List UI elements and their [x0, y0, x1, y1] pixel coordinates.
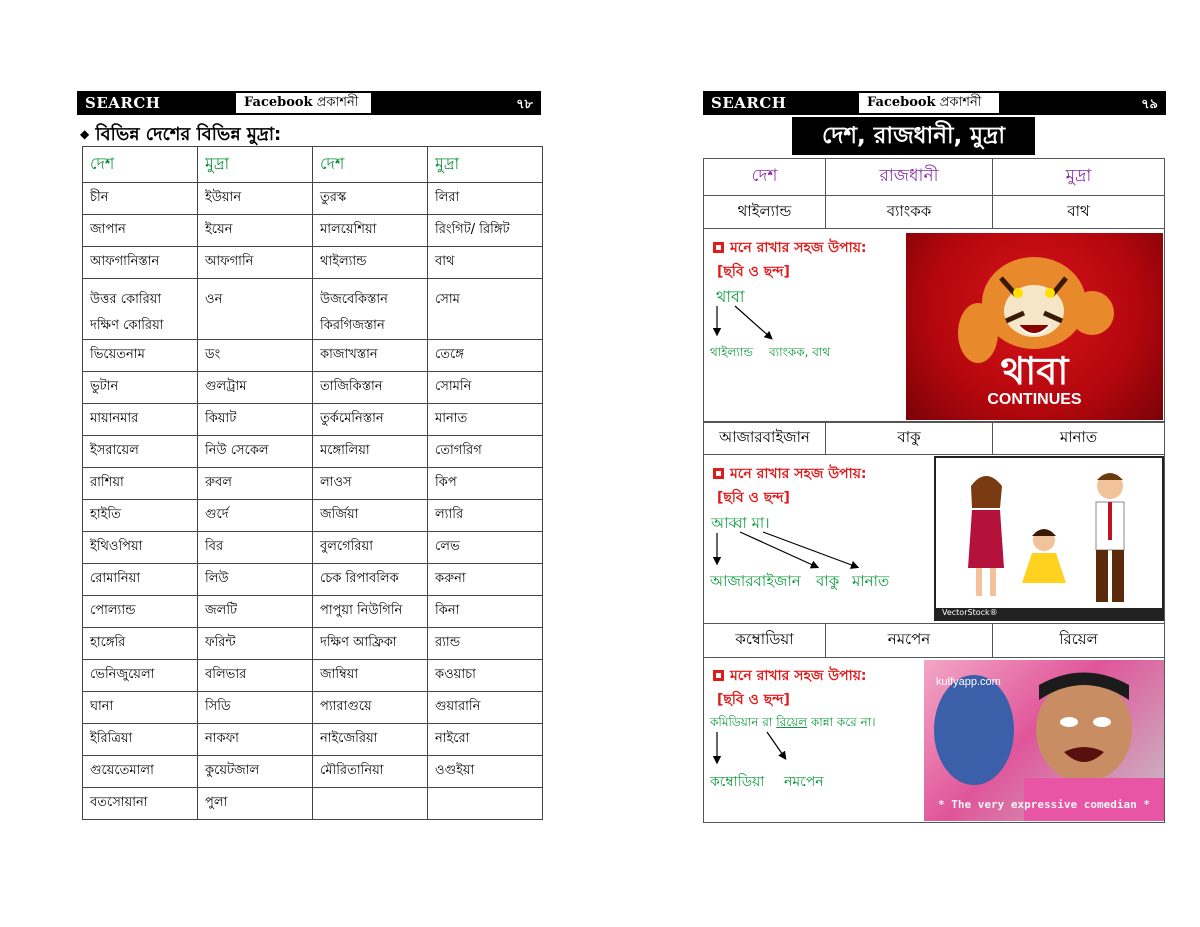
cell-text: বতসোয়ানা: [90, 795, 148, 810]
cell-text: ফরিন্ট: [205, 635, 236, 650]
cell-text: ইসরায়েল: [90, 443, 139, 458]
table-row: [83, 500, 543, 532]
cell-text: কিনা: [435, 603, 460, 618]
cell-text: সিডি: [205, 699, 231, 714]
cell-text: জাম্বিয়া: [320, 667, 359, 682]
cell-text: আফগানি: [205, 254, 254, 269]
cell-text: মৌরিতানিয়া: [320, 763, 384, 778]
cell-text: কিপ: [435, 475, 457, 490]
mnemonic-3c: কান্না করে না।: [810, 715, 876, 729]
cell-text: নাকফা: [205, 731, 239, 746]
table-row: [83, 404, 543, 436]
table-cell: [313, 628, 428, 660]
comedian-image: [924, 660, 1164, 821]
table-cell: [428, 532, 543, 564]
table-cell: [428, 279, 543, 340]
col-header-country: দেশ: [704, 159, 826, 195]
publisher-en: Facebook: [244, 95, 313, 110]
cell-text: বলিভার: [205, 667, 247, 682]
publisher-box: [858, 92, 1000, 114]
table-cell: [428, 183, 543, 215]
cell-text: দক্ষিণ আফ্রিকা: [320, 635, 397, 650]
tiger-image-sub: CONTINUES: [987, 391, 1082, 408]
table-cell: [428, 247, 543, 279]
capital-cell: নমপেন: [826, 624, 993, 657]
cell-text: ওন: [205, 292, 223, 307]
table-cell: [83, 183, 198, 215]
page-title: দেশ, রাজধানী, মুদ্রা: [792, 117, 1035, 155]
table-cell: [83, 279, 198, 340]
result-3b: নমপেন: [784, 774, 824, 790]
table-row: [83, 756, 543, 788]
col-header-capital: রাজধানী: [826, 159, 993, 195]
family-icon: [936, 458, 1164, 621]
table-row: [83, 628, 543, 660]
cell-text: চেক রিপাবলিক: [320, 571, 399, 586]
table-cell: [313, 564, 428, 596]
search-label: SEARCH: [711, 94, 787, 112]
right-header: [703, 91, 1166, 115]
publisher-bn: প্রকাশনী: [939, 95, 982, 110]
table-cell: [198, 532, 313, 564]
cell-text: উত্তর কোরিয়া: [90, 292, 162, 307]
checkbox-icon: [713, 670, 724, 681]
cell-text: তোগরিগ: [435, 443, 482, 458]
tip-title-text: মনে রাখার সহজ উপায়:: [730, 240, 867, 256]
country-cell: থাইল্যান্ড: [704, 196, 826, 228]
table-row: [83, 532, 543, 564]
table-cell: [198, 596, 313, 628]
cell-text: ডং: [205, 347, 221, 362]
table-cell: [83, 436, 198, 468]
table-cell: [83, 692, 198, 724]
arrows-1: [705, 300, 795, 345]
cell-text: সোম: [435, 292, 460, 307]
table-cell: [198, 628, 313, 660]
table-cell: [313, 500, 428, 532]
table-row: [83, 692, 543, 724]
table-cell: [83, 247, 198, 279]
entry-row-thailand: [703, 195, 1165, 229]
tip-title-1: [713, 236, 867, 260]
table-cell: [198, 279, 313, 340]
cell-text: লেভ: [435, 539, 460, 554]
table-cell: [83, 532, 198, 564]
table-cell: [428, 500, 543, 532]
cell-text: ভুটান: [90, 379, 119, 394]
table-cell: [313, 788, 428, 820]
tip-sub-1: [ছবি ও ছন্দ]: [717, 264, 790, 280]
cell-text: নাইজেরিয়া: [320, 731, 378, 746]
table-cell: [198, 404, 313, 436]
result-1a: থাইল্যান্ড: [710, 345, 753, 359]
cell-text: কুয়েটজাল: [205, 763, 260, 778]
cell-text: চীন: [90, 190, 109, 205]
table-row: [83, 724, 543, 756]
table-row: [83, 660, 543, 692]
table-cell: [428, 756, 543, 788]
table-cell: [428, 404, 543, 436]
cell-text: কওয়াচা: [435, 667, 476, 682]
comedian-watermark: kulfyapp.com: [936, 676, 1001, 688]
cell-text: ল্যারি: [435, 507, 464, 522]
currency-table: [82, 146, 543, 820]
table-cell: [83, 372, 198, 404]
table-cell: [83, 660, 198, 692]
cell-text: লিরা: [435, 190, 460, 205]
cell-text: নাইরো: [435, 731, 470, 746]
table-cell: [198, 756, 313, 788]
table-cell: [198, 692, 313, 724]
col-header-currency: মুদ্রা: [1065, 166, 1092, 186]
table-cell: [313, 436, 428, 468]
cell-text: পোল্যান্ড: [90, 603, 136, 618]
cell-text: করুনা: [435, 571, 466, 586]
table-cell: [428, 724, 543, 756]
cell-text: উজবেকিস্তান: [320, 292, 388, 307]
left-header: [77, 91, 541, 115]
cell-text: রিংগিট/ রিঙ্গিট: [435, 222, 510, 237]
table-header-cell: মুদ্রা: [428, 147, 543, 183]
table-cell: [83, 564, 198, 596]
table-cell: [83, 468, 198, 500]
table-cell: [198, 372, 313, 404]
cell-text: মায়ানমার: [90, 411, 139, 426]
cell-text: আফগানিস্তান: [90, 254, 160, 269]
table-row: [83, 788, 543, 820]
table-row: [83, 247, 543, 279]
currency-cell: মানাত: [1059, 427, 1098, 446]
table-cell: [428, 628, 543, 660]
table-cell: [313, 756, 428, 788]
cell-text: ইথিওপিয়া: [90, 539, 143, 554]
table-row: [83, 215, 543, 247]
mnemonic-word-1: থাবা: [716, 287, 745, 306]
publisher-bn: প্রকাশনী: [316, 95, 359, 110]
cell-text: কাজাখস্তান: [320, 347, 378, 362]
section-title-text: বিভিন্ন দেশের বিভিন্ন মুদ্রা:: [95, 124, 282, 145]
table-cell: [428, 564, 543, 596]
capital-cell: ব্যাংকক: [826, 196, 993, 228]
table-row: [83, 468, 543, 500]
table-cell: [198, 500, 313, 532]
table-cell: [313, 692, 428, 724]
table-cell: [428, 468, 543, 500]
cell-text: মঙ্গোলিয়া: [320, 443, 370, 458]
cell-text-line2: দক্ষিণ কোরিয়া: [90, 318, 164, 333]
cell-text: তুরস্ক: [320, 190, 347, 205]
table-row: [83, 372, 543, 404]
table-cell: [83, 788, 198, 820]
cell-text: রুবল: [205, 475, 232, 490]
country-cell: আজারবাইজান: [704, 422, 826, 454]
table-header-cell: মুদ্রা: [198, 147, 313, 183]
table-cell: [428, 372, 543, 404]
table-cell: [313, 215, 428, 247]
mnemonic-3a: কমিডিয়ান রা: [710, 715, 773, 729]
table-cell: [198, 436, 313, 468]
cell-text: পাপুয়া নিউগিনি: [320, 603, 403, 618]
search-label: SEARCH: [85, 94, 161, 112]
cell-text: হাঙ্গেরি: [90, 635, 126, 650]
cell-text: ইয়েন: [205, 222, 233, 237]
cell-text: গুয়ারানি: [435, 699, 481, 714]
table-cell: [83, 340, 198, 372]
page-number: ৭৮: [516, 97, 533, 112]
entry-row-cambodia: [703, 623, 1165, 658]
entry-row-azerbaijan: [703, 421, 1165, 455]
table-cell: [428, 660, 543, 692]
cell-text: ওগুইয়া: [435, 763, 475, 778]
table-cell: [83, 596, 198, 628]
cell-text: জলটি: [205, 603, 238, 618]
table-cell: [313, 279, 428, 340]
result-2b: বাকু: [816, 572, 840, 590]
table-cell: [428, 788, 543, 820]
table-cell: [198, 247, 313, 279]
currency-cell: রিয়েল: [1059, 630, 1098, 648]
publisher-box: [235, 92, 372, 114]
table-cell: [198, 788, 313, 820]
table-cell: [198, 564, 313, 596]
cell-text: মালয়েশিয়া: [320, 222, 377, 237]
table-cell: [198, 215, 313, 247]
tip-title-3: [713, 664, 867, 688]
cell-text: ইরিত্রিয়া: [90, 731, 133, 746]
cell-text: রোমানিয়া: [90, 571, 141, 586]
cell-text: বুলগেরিয়া: [320, 539, 373, 554]
cell-text: সোমনি: [435, 379, 472, 394]
tiger-image: [906, 233, 1163, 420]
cell-text: র‍্যান্ড: [435, 635, 461, 650]
tip-title-text: মনে রাখার সহজ উপায়:: [730, 466, 867, 482]
checkbox-icon: [713, 468, 724, 479]
table-cell: [313, 660, 428, 692]
cell-text: ভেনিজুয়েলা: [90, 667, 155, 682]
table-row: [83, 596, 543, 628]
tip-title-2: [713, 462, 867, 486]
publisher-en: Facebook: [867, 95, 936, 110]
cell-text: কিয়াট: [205, 411, 237, 426]
cell-text-line2: কিরগিজস্তান: [320, 318, 385, 333]
table-cell: [198, 340, 313, 372]
cell-text: ভিয়েতনাম: [90, 347, 145, 362]
cell-text: ঘানা: [90, 699, 114, 714]
cell-text: তেঙ্গে: [435, 347, 464, 362]
cell-text: বাথ: [435, 254, 455, 269]
diamond-bullet-icon: ◆: [80, 127, 90, 141]
cell-text: তুর্কমেনিস্তান: [320, 411, 384, 426]
table-header-cell: দেশ: [313, 147, 428, 183]
table-header-cell: দেশ: [83, 147, 198, 183]
result-2c: মানাত: [852, 572, 890, 590]
table-cell: [313, 724, 428, 756]
table-cell: [198, 660, 313, 692]
family-image: [934, 456, 1164, 621]
cell-text: গুয়েতেমালা: [90, 763, 154, 778]
table-header-row: [83, 147, 543, 183]
cell-text: লিউ: [205, 571, 229, 586]
arrows-2: [705, 527, 875, 572]
table-cell: [83, 628, 198, 660]
cell-text: নিউ সেকেল: [205, 443, 269, 458]
table-cell: [313, 532, 428, 564]
result-1b: ব্যাংকক, বাথ: [769, 345, 831, 359]
table-cell: [428, 215, 543, 247]
table-cell: [198, 724, 313, 756]
table-cell: [313, 372, 428, 404]
result-3a: কম্বোডিয়া: [710, 774, 765, 790]
table-cell: [83, 500, 198, 532]
tip-sub-3: [ছবি ও ছন্দ]: [717, 692, 790, 708]
result-2a: আজারবাইজান: [710, 572, 801, 590]
table-cell: [83, 756, 198, 788]
table-cell: [428, 340, 543, 372]
cell-text: গুর্দে: [205, 507, 229, 522]
cell-text: মানাত: [435, 411, 468, 426]
capital-cell: বাকু: [826, 422, 993, 454]
table-cell: [83, 404, 198, 436]
table-row: [83, 340, 543, 372]
cell-text: তাজিকিস্তান: [320, 379, 383, 394]
table-cell: [198, 468, 313, 500]
checkbox-icon: [713, 242, 724, 253]
cell-text: হাইতি: [90, 507, 121, 522]
tip-sub-2: [ছবি ও ছন্দ]: [717, 490, 790, 506]
table-row: [83, 279, 543, 340]
cell-text: প্যারাগুয়ে: [320, 699, 372, 714]
table-row: [83, 564, 543, 596]
table-cell: [83, 215, 198, 247]
table-cell: [83, 724, 198, 756]
cell-text: থাইল্যান্ড: [320, 254, 367, 269]
table-cell: [428, 596, 543, 628]
table-cell: [313, 183, 428, 215]
family-image-credit: VectorStock®: [942, 608, 998, 617]
cell-text: রাশিয়া: [90, 475, 124, 490]
tip-title-text: মনে রাখার সহজ উপায়:: [730, 668, 867, 684]
table-cell: [198, 183, 313, 215]
country-cell: কম্বোডিয়া: [704, 624, 826, 657]
table-row: [83, 183, 543, 215]
table-cell: [313, 247, 428, 279]
cell-text: বির: [205, 539, 224, 554]
cell-text: ইউয়ান: [205, 190, 242, 205]
column-header-row: [703, 158, 1165, 196]
cell-text: লাওস: [320, 475, 352, 490]
table-cell: [313, 468, 428, 500]
table-cell: [428, 692, 543, 724]
cell-text: জাপান: [90, 222, 126, 237]
cell-text: গুলট্রাম: [205, 379, 247, 394]
mnemonic-word-2: আব্বা মা।: [711, 514, 770, 532]
currency-cell: বাথ: [1067, 201, 1090, 220]
table-cell: [313, 596, 428, 628]
comedian-caption: * The very expressive comedian *: [938, 798, 1150, 811]
cell-text: পুলা: [205, 795, 228, 810]
cell-text: জর্জিয়া: [320, 507, 359, 522]
table-cell: [313, 404, 428, 436]
page-number: ৭৯: [1141, 97, 1158, 112]
table-row: [83, 436, 543, 468]
table-cell: [428, 436, 543, 468]
tiger-image-text: থাবা: [1000, 349, 1069, 393]
mnemonic-3b: রিয়েল: [776, 715, 808, 729]
table-cell: [313, 340, 428, 372]
arrows-3: [705, 728, 795, 768]
